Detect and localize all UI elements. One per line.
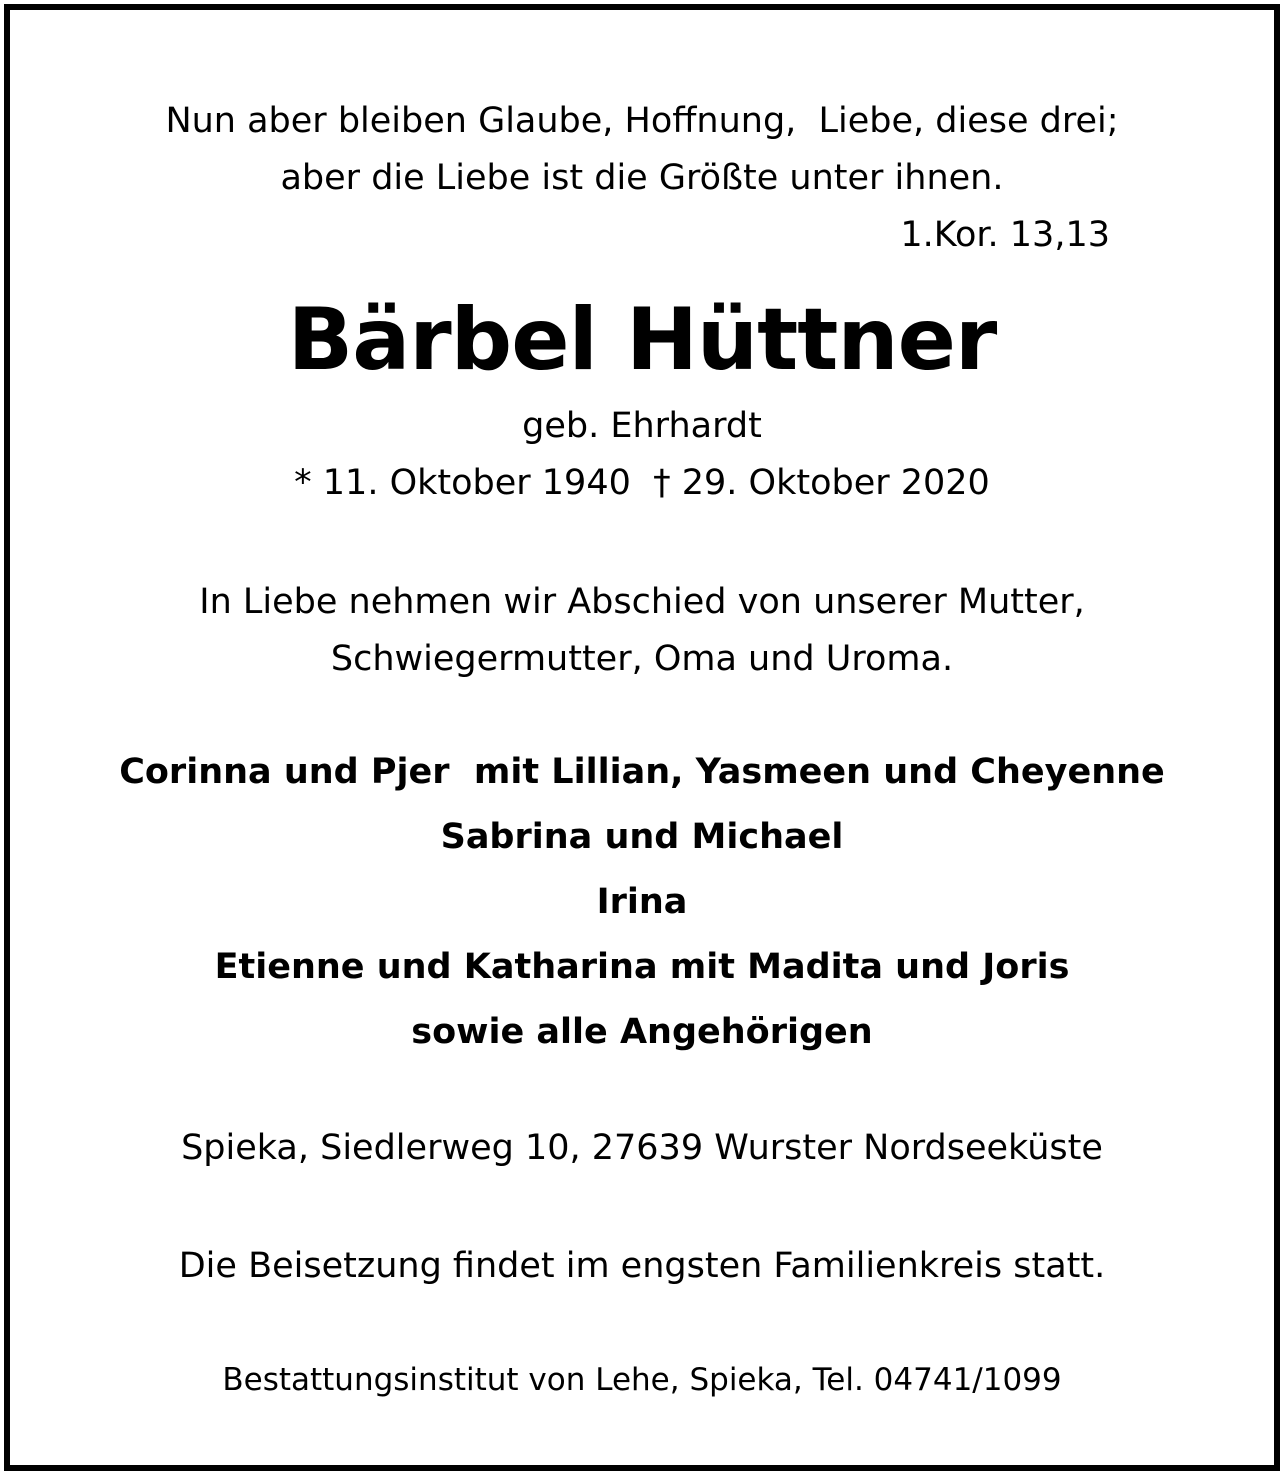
address: Spieka, Siedlerweg 10, 27639 Wurster Nordseeküste [181, 1128, 1103, 1168]
verse-line-1: Nun aber bleiben Glaube, Hoffnung, Liebe, diese drei; [165, 101, 1119, 141]
funeral-home: Bestattungsinstitut von Lehe, Spieka, Tel. 04741/1099 [222, 1362, 1062, 1398]
obituary-frame [4, 4, 1280, 1471]
farewell-line-1: In Liebe nehmen wir Abschied von unserer Mutter, [199, 582, 1085, 622]
family-line: Corinna und Pjer mit Lillian, Yasmeen und Cheyenne [119, 752, 1165, 792]
burial-note: Die Beisetzung findet im engsten Familienkreis statt. [178, 1246, 1106, 1286]
life-dates: * 11. Oktober 1940 † 29. Oktober 2020 [294, 463, 990, 503]
deceased-name: Bärbel Hüttner [287, 290, 997, 390]
family-line: sowie alle Angehörigen [411, 1012, 873, 1052]
verse-reference: 1.Kor. 13,13 [900, 215, 1110, 255]
maiden-name: geb. Ehrhardt [522, 406, 762, 446]
family-line: Sabrina und Michael [440, 817, 844, 857]
verse-line-2: aber die Liebe ist die Größte unter ihnen. [280, 158, 1004, 198]
farewell-line-2: Schwiegermutter, Oma und Uroma. [330, 639, 954, 679]
family-line: Etienne und Katharina mit Madita und Joris [214, 947, 1070, 987]
family-line: Irina [596, 882, 688, 922]
